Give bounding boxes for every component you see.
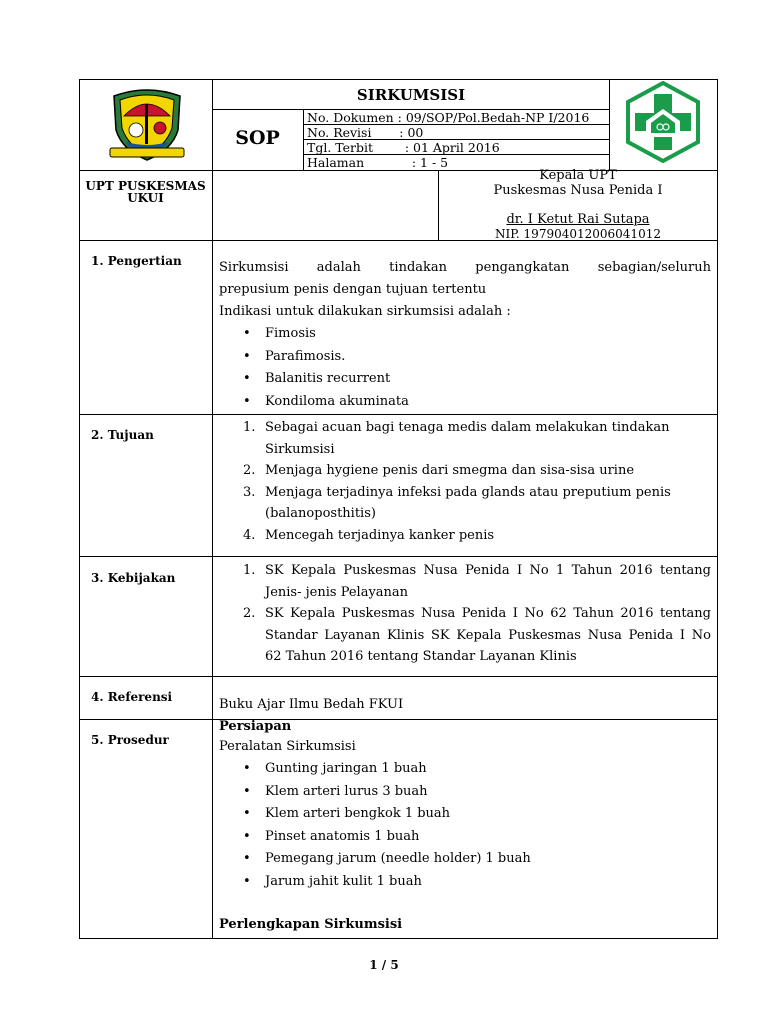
column-divider bbox=[212, 79, 213, 939]
list-item: • Parafimosis. bbox=[219, 346, 711, 369]
page-count: Halaman : 1 - 5 bbox=[307, 155, 449, 170]
regional-emblem-logo bbox=[106, 86, 188, 162]
list-item: • Klem arteri bengkok 1 buah bbox=[219, 803, 711, 826]
revision-number: No. Revisi : 00 bbox=[307, 125, 424, 140]
indikasi-list bbox=[219, 323, 711, 413]
border-left bbox=[79, 79, 80, 939]
head-title-line2: Puskesmas Nusa Penida I bbox=[493, 183, 663, 198]
section-label-kebijakan: 3. Kebijakan bbox=[91, 571, 176, 585]
section-label-pengertian: 1. Pengertian bbox=[91, 254, 182, 268]
list-item: • Gunting jaringan 1 buah bbox=[219, 758, 711, 781]
head-nip: NIP. 197904012006041012 bbox=[495, 227, 661, 241]
document-number: No. Dokumen : 09/SOP/Pol.Bedah-NP I/2016 bbox=[307, 110, 590, 125]
section-label-referensi: 4. Referensi bbox=[91, 690, 173, 704]
list-item: • Pemegang jarum (needle holder) 1 buah bbox=[219, 848, 711, 871]
list-item: 2. SK Kepala Puskesmas Nusa Penida I No 62 Tahun 2016 tentang Standar Layanan Klinis SK Kepala Puskesmas Nusa Penida I No 62 Tahun 2016 tentang Standar Layanan Klinis bbox=[243, 606, 711, 664]
section-label-tujuan: 2. Tujuan bbox=[91, 428, 154, 442]
list-item: • Jarum jahit kulit 1 buah bbox=[219, 871, 711, 894]
tujuan-list bbox=[219, 417, 711, 546]
pengertian-indikasi: Indikasi untuk dilakukan sirkumsisi adalah : bbox=[219, 304, 511, 319]
list-item: • Pinset anatomis 1 buah bbox=[219, 826, 711, 849]
border-top bbox=[79, 79, 718, 80]
pengertian-paragraph-line1: Sirkumsisi adalah tindakan pengangkatan sebagian/seluruh bbox=[219, 260, 711, 275]
section-label-prosedur: 5. Prosedur bbox=[91, 733, 169, 747]
list-item: 4. Mencegah terjadinya kanker penis bbox=[243, 527, 495, 543]
list-item: • Balanitis recurrent bbox=[219, 368, 711, 391]
pengertian-content bbox=[219, 257, 711, 413]
page-indicator: 1 / 5 bbox=[369, 958, 399, 972]
border-bottom bbox=[79, 938, 718, 939]
head-title-line1: Kepala UPT bbox=[539, 168, 617, 183]
list-item: • Kondiloma akuminata bbox=[219, 391, 711, 414]
border-right bbox=[717, 79, 718, 939]
referensi-row-bottom-line bbox=[79, 719, 718, 720]
document-title: SIRKUMSISI bbox=[356, 86, 466, 104]
list-item: 1. Sebagai acuan bagi tenaga medis dalam melakukan tindakan Sirkumsisi bbox=[243, 420, 670, 457]
peralatan-list bbox=[219, 758, 711, 893]
pengertian-paragraph-line2: prepusium penis dengan tujuan tertentu bbox=[219, 282, 487, 297]
issue-date: Tgl. Terbit : 01 April 2016 bbox=[307, 140, 500, 155]
kebijakan-list bbox=[219, 560, 711, 668]
list-item: • Klem arteri lurus 3 buah bbox=[219, 781, 711, 804]
tujuan-row-bottom-line bbox=[79, 556, 718, 557]
list-item: • Fimosis bbox=[219, 323, 711, 346]
head-name: dr. I Ketut Rai Sutapa bbox=[506, 212, 650, 227]
list-item: 1. SK Kepala Puskesmas Nusa Penida I No 1 Tahun 2016 tentang Jenis- jenis Pelayanan bbox=[243, 563, 711, 600]
referensi-text: Buku Ajar Ilmu Bedah FKUI bbox=[219, 697, 404, 712]
perlengkapan-heading: Perlengkapan Sirkumsisi bbox=[219, 917, 403, 932]
unit-name-line2: UKUI bbox=[127, 191, 164, 205]
unit-name-line1: UPT PUSKESMAS bbox=[85, 179, 206, 193]
puskesmas-logo bbox=[622, 81, 704, 163]
prosedur-subheading: Peralatan Sirkumsisi bbox=[219, 739, 356, 754]
sop-label: SOP bbox=[235, 127, 280, 149]
list-item: 2. Menjaga hygiene penis dari smegma dan sisa-sisa urine bbox=[243, 463, 635, 478]
list-item: 3. Menjaga terjadinya infeksi pada glands atau preputium penis (balanoposthitis) bbox=[243, 484, 671, 521]
prosedur-heading: Persiapan bbox=[219, 719, 292, 734]
pengertian-row-bottom-line bbox=[79, 414, 718, 415]
kebijakan-row-bottom-line bbox=[79, 676, 718, 677]
